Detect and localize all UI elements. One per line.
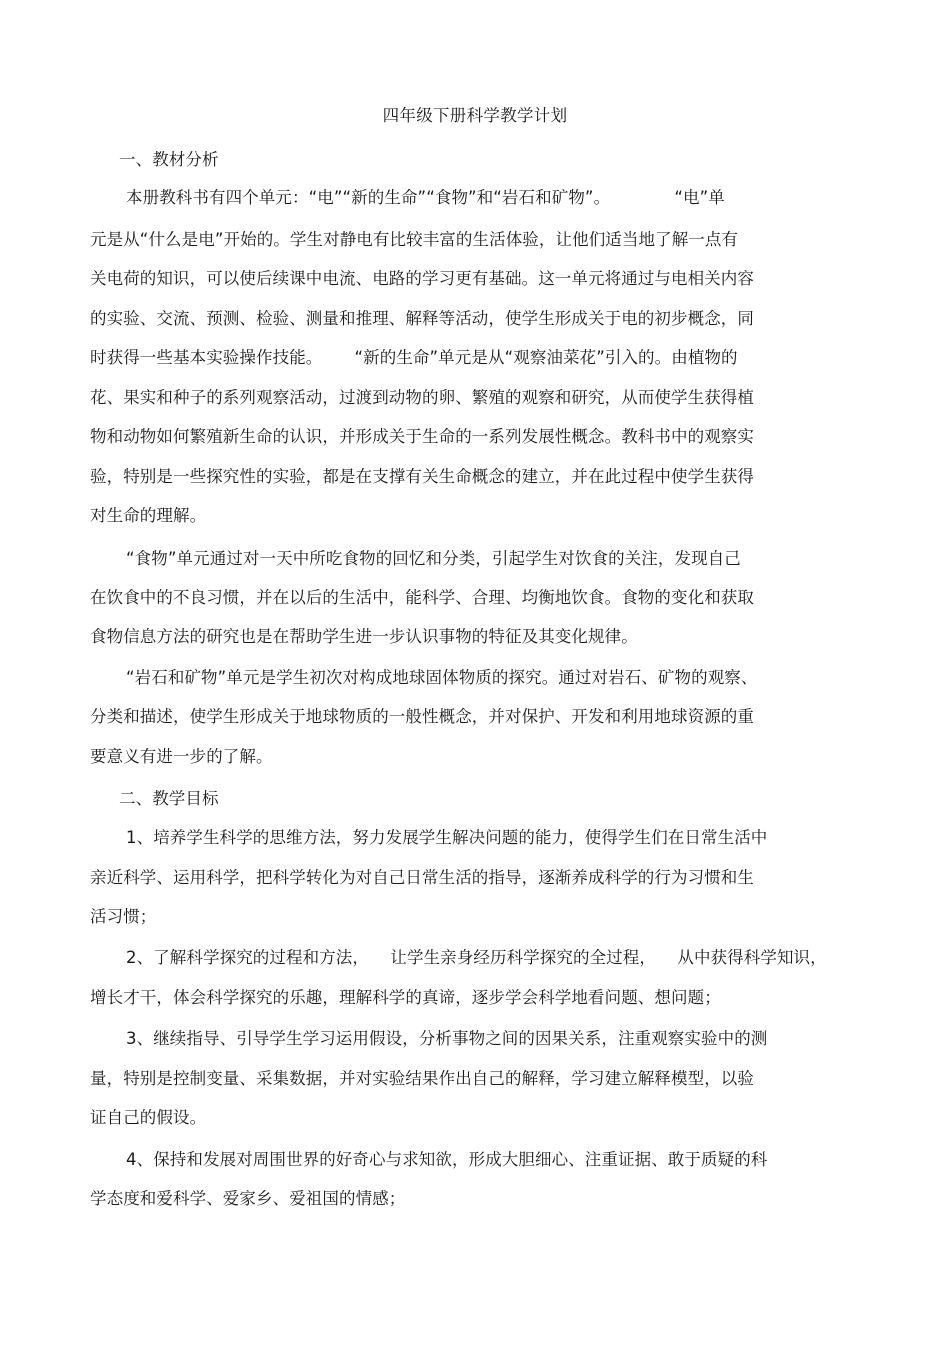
paragraph-line: 量，特别是控制变量、采集数据，并对实验结果作出自己的解释，学习建立解释模型，以验 [90,1069,754,1088]
paragraph-line: 时获得一些基本实验操作技能。 “新的生命”单元是从“观察油菜花”引入的。由植物的 [90,348,738,367]
paragraph-line: 本册教科书有四个单元：“电”“新的生命”“食物”和“岩石和矿物”。 “电”单 [126,188,725,207]
paragraph-line: 食物信息方法的研究也是在帮助学生进一步认识事物的特征及其变化规律。 [90,627,638,646]
paragraph-line: 4、保持和发展对周围世界的好奇心与求知欲，形成大胆细心、注重证据、敢于质疑的科 [126,1150,768,1169]
paragraph-line: 2、了解科学探究的过程和方法， 让学生亲身经历科学探究的全过程， 从中获得科学知识， [126,948,827,967]
paragraph-line: 花、果实和种子的系列观察活动，过渡到动物的卵、繁殖的观察和研究，从而使学生获得植 [90,388,754,407]
paragraph-line: 增长才干，体会科学探究的乐趣，理解科学的真谛，逐步学会科学地看问题、想问题； [90,988,721,1007]
paragraph-line: 关电荷的知识，可以使后续课中电流、电路的学习更有基础。这一单元将通过与电相关内容 [90,269,754,288]
paragraph-line: 物和动物如何繁殖新生命的认识，并形成关于生命的一系列发展性概念。教科书中的观察实 [90,427,754,446]
paragraph-line: 分类和描述，使学生形成关于地球物质的一般性概念，并对保护、开发和利用地球资源的重 [90,707,754,726]
paragraph-line: 对生命的理解。 [90,506,207,525]
document-title: 四年级下册科学教学计划 [382,106,568,125]
paragraph-line: “食物”单元通过对一天中所吃食物的回忆和分类，引起学生对饮食的关注，发现自己 [126,549,741,568]
section-heading-textbook-analysis: 一、教材分析 [119,150,219,169]
section-heading-teaching-goals: 二、教学目标 [119,789,219,808]
paragraph-line: 要意义有进一步的了解。 [90,747,273,766]
paragraph-line: 亲近科学、运用科学，把科学转化为对自己日常生活的指导，逐渐养成科学的行为习惯和生 [90,868,754,887]
paragraph-line: 在饮食中的不良习惯，并在以后的生活中，能科学、合理、均衡地饮食。食物的变化和获取 [90,588,754,607]
paragraph-line: “岩石和矿物”单元是学生初次对构成地球固体物质的探究。通过对岩石、矿物的观察、 [126,668,758,687]
paragraph-line: 的实验、交流、预测、检验、测量和推理、解释等活动，使学生形成关于电的初步概念，同 [90,309,754,328]
paragraph-line: 3、继续指导、引导学生学习运用假设，分析事物之间的因果关系，注重观察实验中的测 [126,1029,768,1048]
paragraph-line: 学态度和爱科学、爱家乡、爱祖国的情感； [90,1189,406,1208]
paragraph-line: 活习惯； [90,907,157,926]
paragraph-line: 1、培养学生科学的思维方法，努力发展学生解决问题的能力，使得学生们在日常生活中 [126,828,768,847]
paragraph-line: 证自己的假设。 [90,1108,207,1127]
paragraph-line: 验，特别是一些探究性的实验，都是在支撑有关生命概念的建立，并在此过程中使学生获得 [90,467,754,486]
paragraph-line: 元是从“什么是电”开始的。学生对静电有比较丰富的生活体验，让他们适当地了解一点有 [90,230,739,249]
